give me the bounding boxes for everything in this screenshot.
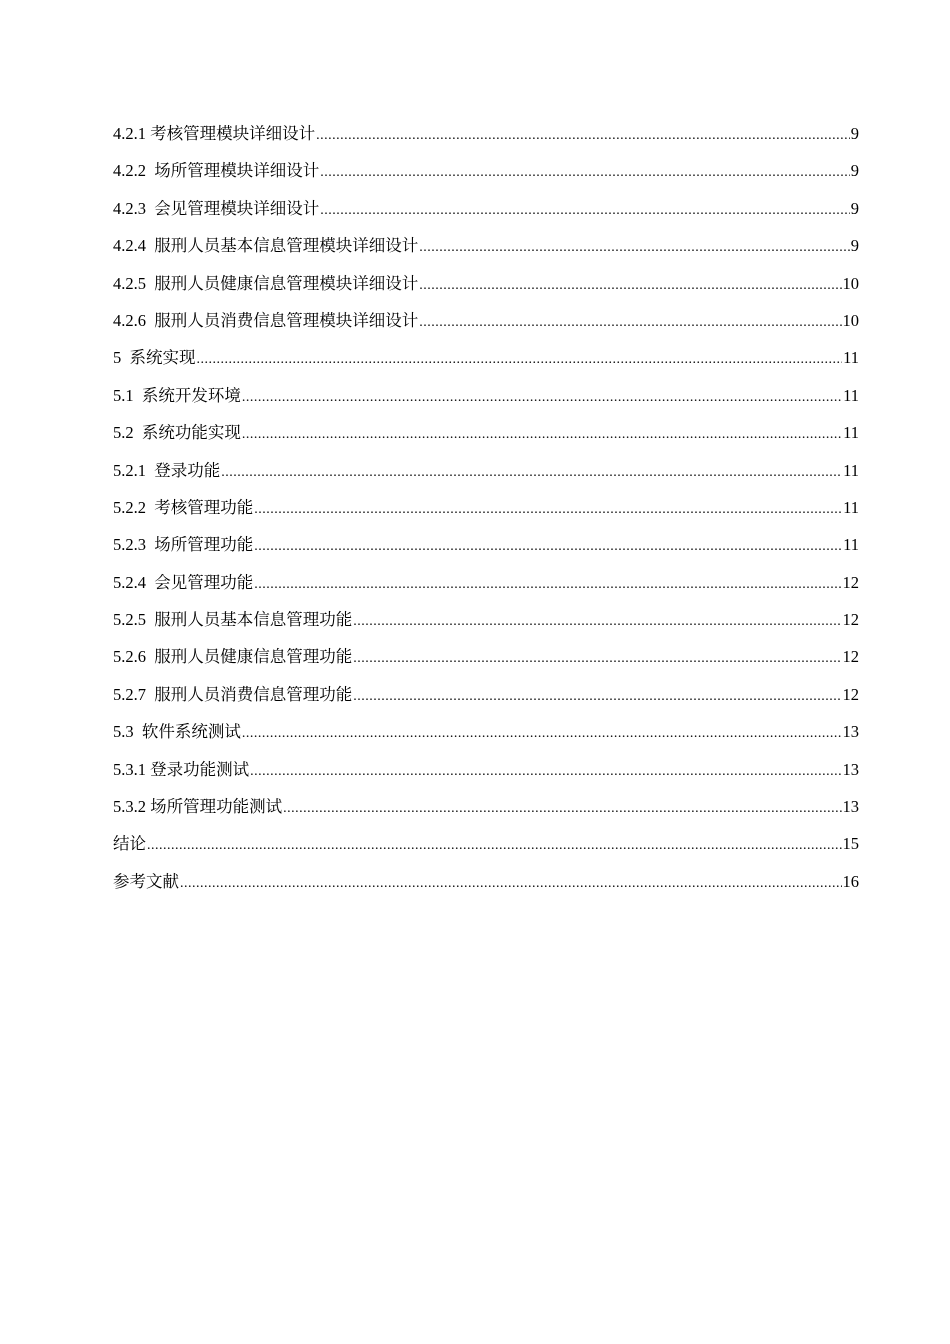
toc-entry[interactable]	[113, 339, 859, 376]
toc-page-number: 11	[843, 497, 859, 517]
toc-entry[interactable]	[113, 265, 859, 302]
toc-entry[interactable]	[113, 713, 859, 750]
toc-dot-leader	[283, 790, 841, 827]
toc-entry-title: 结论	[113, 834, 146, 854]
toc-dot-leader	[320, 192, 850, 229]
toc-entry[interactable]	[113, 863, 859, 900]
toc-entry-title: 5.2.6 服刑人员健康信息管理功能	[113, 647, 353, 667]
toc-dot-leader	[419, 229, 850, 266]
toc-entry-title: 5 系统实现	[113, 348, 196, 368]
toc-dot-leader	[353, 640, 841, 677]
toc-entry[interactable]	[113, 302, 859, 339]
toc-page-number: 11	[843, 385, 859, 405]
toc-dot-leader	[320, 154, 850, 191]
toc-entry[interactable]	[113, 377, 859, 414]
toc-page-number: 12	[842, 572, 859, 592]
toc-entry[interactable]	[113, 676, 859, 713]
toc-page-number: 9	[850, 124, 859, 143]
toc-entry[interactable]	[113, 414, 859, 451]
table-of-contents	[113, 115, 859, 900]
toc-entry[interactable]	[113, 452, 859, 489]
toc-entry-title: 5.3.1 登录功能测试	[113, 759, 250, 779]
toc-dot-leader	[353, 678, 841, 715]
toc-dot-leader	[250, 753, 841, 790]
toc-entry[interactable]	[113, 152, 859, 189]
toc-dot-leader	[316, 117, 850, 154]
toc-entry[interactable]	[113, 489, 859, 526]
toc-entry-title: 5.2.2 考核管理功能	[113, 497, 254, 517]
toc-entry[interactable]	[113, 115, 859, 152]
toc-page-number: 10	[842, 310, 859, 330]
toc-entry-title: 5.2.5 服刑人员基本信息管理功能	[113, 610, 353, 630]
toc-entry-title: 5.1 系统开发环境	[113, 385, 241, 405]
toc-entry-title: 4.2.6 服刑人员消费信息管理模块详细设计	[113, 310, 419, 330]
toc-page-number: 15	[842, 834, 859, 854]
toc-page-number: 11	[843, 460, 859, 480]
toc-dot-leader	[242, 715, 842, 752]
toc-entry-title: 5.2.1 登录功能	[113, 460, 221, 480]
toc-entry[interactable]	[113, 638, 859, 675]
toc-dot-leader	[254, 528, 842, 565]
toc-entry-title: 5.2 系统功能实现	[113, 423, 241, 443]
toc-entry[interactable]	[113, 751, 859, 788]
toc-page-number: 13	[842, 759, 859, 779]
toc-dot-leader	[180, 865, 842, 902]
toc-entry[interactable]	[113, 526, 859, 563]
toc-entry-title: 参考文献	[113, 871, 179, 891]
toc-entry-title: 5.2.4 会见管理功能	[113, 572, 254, 592]
toc-dot-leader	[147, 827, 842, 864]
toc-page-number: 11	[843, 423, 859, 443]
toc-page-number: 12	[842, 610, 859, 630]
toc-entry[interactable]	[113, 825, 859, 862]
toc-dot-leader	[254, 491, 842, 528]
toc-page-number: 11	[843, 535, 859, 555]
toc-dot-leader	[353, 603, 841, 640]
toc-entry-title: 4.2.3 会见管理模块详细设计	[113, 198, 320, 218]
toc-dot-leader	[419, 304, 841, 341]
toc-page-number: 12	[842, 684, 859, 704]
toc-page-number: 13	[842, 722, 859, 742]
toc-page-number: 13	[842, 797, 859, 817]
toc-entry-title: 4.2.4 服刑人员基本信息管理模块详细设计	[113, 236, 419, 256]
toc-entry-title: 5.3 软件系统测试	[113, 722, 241, 742]
toc-entry-title: 5.3.2 场所管理功能测试	[113, 797, 283, 817]
toc-page-number: 11	[843, 348, 859, 368]
toc-entry-title: 4.2.1 考核管理模块详细设计	[113, 124, 316, 143]
toc-entry-title: 5.2.7 服刑人员消费信息管理功能	[113, 684, 353, 704]
toc-entry-title: 4.2.5 服刑人员健康信息管理模块详细设计	[113, 273, 419, 293]
toc-dot-leader	[242, 379, 842, 416]
toc-page-number: 9	[850, 236, 859, 256]
toc-page-number: 9	[850, 161, 859, 181]
toc-dot-leader	[221, 454, 842, 491]
toc-entry[interactable]	[113, 601, 859, 638]
toc-entry-title: 4.2.2 场所管理模块详细设计	[113, 161, 320, 181]
toc-entry[interactable]	[113, 788, 859, 825]
toc-page-number: 10	[842, 273, 859, 293]
toc-page-number: 9	[850, 198, 859, 218]
toc-dot-leader	[197, 341, 843, 378]
toc-entry[interactable]	[113, 190, 859, 227]
toc-page-number: 12	[842, 647, 859, 667]
toc-entry[interactable]	[113, 564, 859, 601]
toc-dot-leader	[254, 566, 841, 603]
toc-dot-leader	[419, 267, 841, 304]
toc-entry-title: 5.2.3 场所管理功能	[113, 535, 254, 555]
toc-page-number: 16	[842, 871, 859, 891]
toc-entry[interactable]	[113, 227, 859, 264]
toc-dot-leader	[242, 416, 842, 453]
